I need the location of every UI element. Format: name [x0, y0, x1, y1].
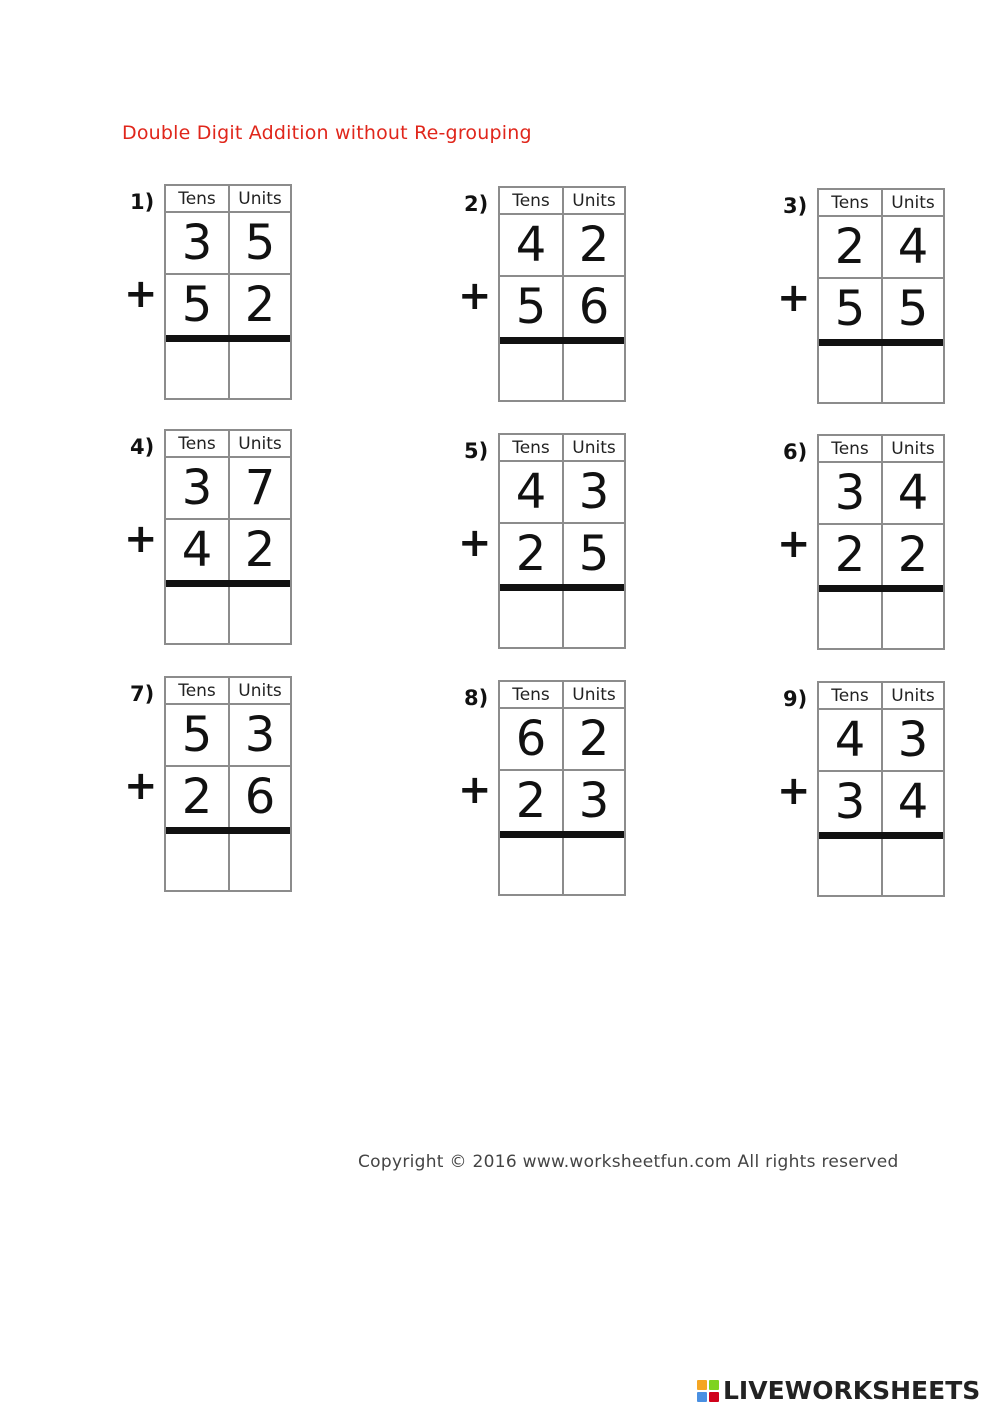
plus-sign: +	[777, 768, 811, 814]
answer-units-box[interactable]	[562, 344, 624, 400]
second-addend-row	[166, 520, 290, 587]
first-addend-row	[819, 217, 943, 279]
answer-units-box[interactable]	[562, 591, 624, 647]
logo-square-4	[709, 1392, 719, 1402]
answer-tens-box[interactable]	[166, 587, 228, 643]
answer-tens-box[interactable]	[819, 839, 881, 895]
answer-row	[500, 591, 624, 647]
answer-row	[819, 839, 943, 895]
second-addend-row	[500, 277, 624, 344]
place-value-grid	[498, 433, 626, 649]
answer-units-box[interactable]	[881, 839, 943, 895]
second-addend-row	[500, 524, 624, 591]
second-addend-tens: 2	[515, 526, 547, 582]
second-addend-tens: 5	[181, 277, 213, 333]
answer-tens-box[interactable]	[819, 592, 881, 648]
answer-units-box[interactable]	[228, 587, 290, 643]
plus-sign: +	[124, 271, 158, 317]
units-header: Units	[881, 436, 943, 461]
second-addend-row	[500, 771, 624, 838]
second-addend-units: 3	[562, 771, 624, 831]
plus-sign: +	[124, 516, 158, 562]
first-addend-units: 5	[228, 213, 290, 273]
grid-header-row	[819, 436, 943, 463]
place-value-grid	[817, 681, 945, 897]
answer-units-box[interactable]	[881, 592, 943, 648]
first-addend-row	[166, 213, 290, 275]
second-addend-row	[166, 275, 290, 342]
first-addend-row	[166, 458, 290, 520]
place-value-grid	[817, 188, 945, 404]
second-addend-row	[819, 772, 943, 839]
problem-1	[124, 184, 330, 414]
answer-units-box[interactable]	[228, 342, 290, 398]
answer-row	[819, 592, 943, 648]
first-addend-units: 3	[881, 710, 943, 770]
second-addend-units: 5	[562, 524, 624, 584]
problem-number: 3)	[783, 194, 808, 218]
problem-number: 9)	[783, 687, 808, 711]
first-addend-units: 2	[562, 215, 624, 275]
first-addend-tens: 6	[515, 711, 547, 767]
problem-number: 1)	[130, 190, 155, 214]
answer-tens-box[interactable]	[500, 838, 562, 894]
units-header: Units	[562, 188, 624, 213]
problem-8	[458, 680, 664, 910]
answer-row	[500, 838, 624, 894]
place-value-grid	[164, 676, 292, 892]
grid-header-row	[819, 190, 943, 217]
units-header: Units	[228, 431, 290, 456]
problem-3	[777, 188, 983, 418]
liveworksheets-logo-icon	[697, 1380, 719, 1402]
problem-number: 8)	[464, 686, 489, 710]
plus-sign: +	[458, 767, 492, 813]
tens-header: Tens	[178, 188, 216, 209]
place-value-grid	[164, 429, 292, 645]
tens-header: Tens	[178, 433, 216, 454]
tens-header: Tens	[512, 190, 550, 211]
grid-header-row	[500, 682, 624, 709]
tens-header: Tens	[512, 437, 550, 458]
answer-units-box[interactable]	[881, 346, 943, 402]
first-addend-row	[819, 710, 943, 772]
plus-sign: +	[777, 275, 811, 321]
second-addend-units: 6	[228, 767, 290, 827]
first-addend-tens: 2	[834, 219, 866, 275]
first-addend-row	[166, 705, 290, 767]
second-addend-units: 6	[562, 277, 624, 337]
tens-header: Tens	[831, 438, 869, 459]
units-header: Units	[228, 186, 290, 211]
grid-header-row	[166, 678, 290, 705]
plus-sign: +	[777, 521, 811, 567]
first-addend-tens: 4	[834, 712, 866, 768]
grid-header-row	[819, 683, 943, 710]
second-addend-tens: 3	[834, 774, 866, 830]
problem-number: 5)	[464, 439, 489, 463]
second-addend-units: 2	[228, 520, 290, 580]
first-addend-units: 4	[881, 463, 943, 523]
first-addend-row	[819, 463, 943, 525]
first-addend-units: 3	[562, 462, 624, 522]
units-header: Units	[562, 435, 624, 460]
first-addend-row	[500, 215, 624, 277]
second-addend-row	[819, 525, 943, 592]
copyright-text: Copyright © 2016 www.worksheetfun.com All rights reserved	[358, 1152, 899, 1172]
problem-number: 7)	[130, 682, 155, 706]
problem-4	[124, 429, 330, 659]
answer-units-box[interactable]	[228, 834, 290, 890]
units-header: Units	[562, 682, 624, 707]
answer-row	[166, 342, 290, 398]
problem-2	[458, 186, 664, 416]
problem-number: 2)	[464, 192, 489, 216]
problem-number: 6)	[783, 440, 808, 464]
worksheet-title: Double Digit Addition without Re-grouping	[122, 122, 532, 144]
second-addend-tens: 2	[515, 773, 547, 829]
answer-tens-box[interactable]	[500, 591, 562, 647]
grid-header-row	[500, 435, 624, 462]
place-value-grid	[817, 434, 945, 650]
second-addend-units: 4	[881, 772, 943, 832]
first-addend-tens: 4	[515, 217, 547, 273]
problem-9	[777, 681, 983, 911]
answer-tens-box[interactable]	[166, 834, 228, 890]
plus-sign: +	[458, 520, 492, 566]
plus-sign: +	[124, 763, 158, 809]
liveworksheets-brand[interactable]	[697, 1376, 980, 1405]
second-addend-row	[166, 767, 290, 834]
plus-sign: +	[458, 273, 492, 319]
problem-5	[458, 433, 664, 663]
grid-header-row	[500, 188, 624, 215]
second-addend-units: 2	[881, 525, 943, 585]
first-addend-units: 2	[562, 709, 624, 769]
place-value-grid	[164, 184, 292, 400]
problem-6	[777, 434, 983, 664]
second-addend-tens: 5	[515, 279, 547, 335]
tens-header: Tens	[831, 192, 869, 213]
second-addend-row	[819, 279, 943, 346]
answer-tens-box[interactable]	[166, 342, 228, 398]
first-addend-units: 4	[881, 217, 943, 277]
answer-row	[166, 587, 290, 643]
second-addend-units: 2	[228, 275, 290, 335]
units-header: Units	[881, 190, 943, 215]
first-addend-tens: 5	[181, 707, 213, 763]
logo-square-1	[697, 1380, 707, 1390]
grid-header-row	[166, 431, 290, 458]
second-addend-tens: 5	[834, 281, 866, 337]
place-value-grid	[498, 186, 626, 402]
answer-tens-box[interactable]	[819, 346, 881, 402]
tens-header: Tens	[512, 684, 550, 705]
problem-7	[124, 676, 330, 906]
place-value-grid	[498, 680, 626, 896]
second-addend-tens: 4	[181, 522, 213, 578]
problem-number: 4)	[130, 435, 155, 459]
answer-row	[166, 834, 290, 890]
answer-row	[819, 346, 943, 402]
units-header: Units	[881, 683, 943, 708]
second-addend-units: 5	[881, 279, 943, 339]
first-addend-tens: 4	[515, 464, 547, 520]
liveworksheets-wordmark: LIVEWORKSHEETS	[723, 1376, 981, 1405]
first-addend-row	[500, 462, 624, 524]
answer-tens-box[interactable]	[500, 344, 562, 400]
logo-square-2	[709, 1380, 719, 1390]
first-addend-tens: 3	[181, 460, 213, 516]
first-addend-tens: 3	[834, 465, 866, 521]
answer-row	[500, 344, 624, 400]
grid-header-row	[166, 186, 290, 213]
logo-square-3	[697, 1392, 707, 1402]
answer-units-box[interactable]	[562, 838, 624, 894]
first-addend-units: 3	[228, 705, 290, 765]
second-addend-tens: 2	[181, 769, 213, 825]
tens-header: Tens	[178, 680, 216, 701]
first-addend-tens: 3	[181, 215, 213, 271]
second-addend-tens: 2	[834, 527, 866, 583]
units-header: Units	[228, 678, 290, 703]
tens-header: Tens	[831, 685, 869, 706]
first-addend-row	[500, 709, 624, 771]
first-addend-units: 7	[228, 458, 290, 518]
